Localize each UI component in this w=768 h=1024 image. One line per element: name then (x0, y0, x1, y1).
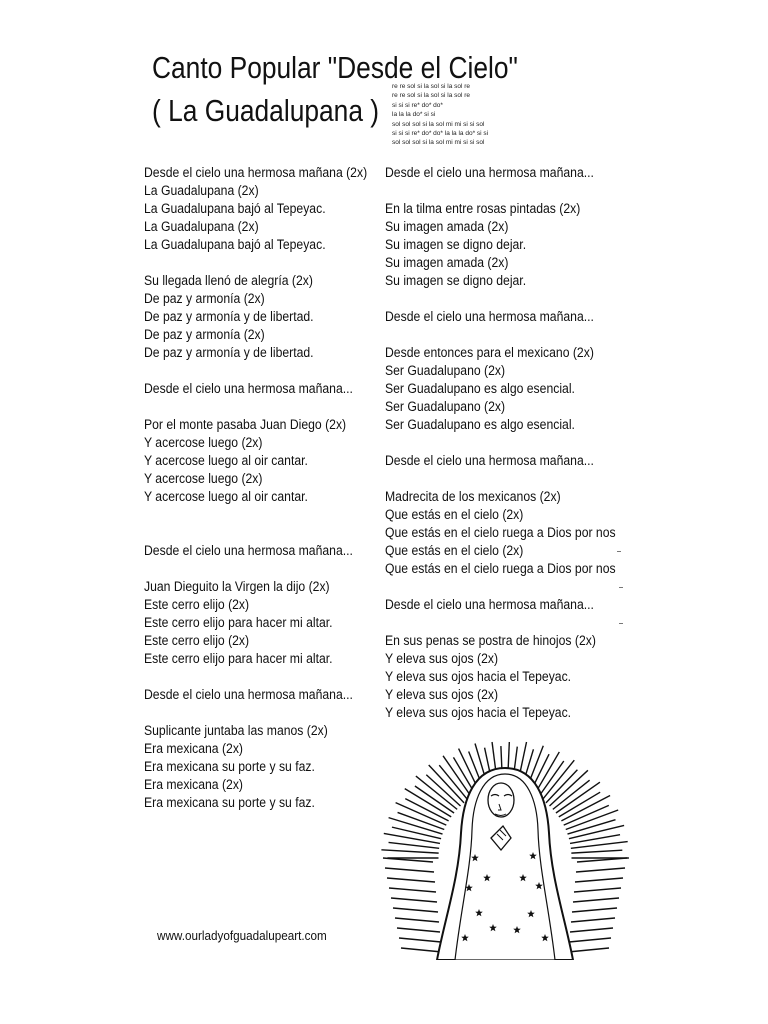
lyric-line: Su imagen amada (2x) (385, 255, 509, 271)
lyric-line: Su imagen se digno dejar. (385, 237, 527, 253)
lyric-line: Desde el cielo una hermosa mañana... (385, 597, 594, 613)
lyric-line: De paz y armonía y de libertad. (144, 309, 314, 325)
guadalupe-icon (375, 738, 635, 960)
lyric-line: De paz y armonía y de libertad. (144, 345, 314, 361)
lyric-line: Desde el cielo una hermosa mañana... (144, 381, 353, 397)
lyric-line: En sus penas se postra de hinojos (2x) (385, 633, 596, 649)
stanza (144, 416, 367, 506)
lyric-line: Desde entonces para el mexicano (2x) (385, 345, 594, 361)
notes-line: re re sol si la sol si la sol re (392, 92, 471, 100)
stanza (385, 632, 616, 722)
notes-line: si si si re* do* do* (392, 101, 443, 109)
lyric-line: Desde el cielo una hermosa mañana... (144, 543, 353, 559)
lyric-line: Este cerro elijo (2x) (144, 597, 250, 613)
stanza (144, 578, 367, 668)
stanza (144, 686, 367, 704)
lyric-line: Que estás en el cielo (2x) (385, 543, 524, 559)
lyric-line: Este cerro elijo para hacer mi altar. (144, 615, 333, 631)
stanza (144, 164, 367, 254)
stanza (385, 200, 616, 290)
stanza (385, 488, 616, 578)
lyric-line: Suplicante juntaba las manos (2x) (144, 723, 328, 739)
lyric-line: La Guadalupana bajó al Tepeyac. (144, 237, 326, 253)
lyric-line: Que estás en el cielo ruega a Dios por nos (385, 525, 616, 541)
notes-line: la la la do* si si (392, 111, 436, 119)
stanza (144, 542, 367, 560)
lyric-line: Madrecita de los mexicanos (2x) (385, 489, 561, 505)
lyric-line: Ser Guadalupano (2x) (385, 363, 506, 379)
lyric-line: Y eleva sus ojos hacia el Tepeyac. (385, 669, 572, 685)
lyric-line: Y acercose luego (2x) (144, 435, 263, 451)
song-subtitle: ( La Guadalupana ) (152, 93, 380, 128)
lyric-line: Desde el cielo una hermosa mañana... (385, 453, 594, 469)
lyric-line: Era mexicana su porte y su faz. (144, 795, 315, 811)
lyric-line: Juan Dieguito la Virgen la dijo (2x) (144, 579, 330, 595)
lyric-line: Su llegada llenó de alegría (2x) (144, 273, 313, 289)
lyrics-column-left (144, 164, 367, 830)
song-title: Canto Popular "Desde el Cielo" (152, 50, 518, 85)
lyric-line: Ser Guadalupano es algo esencial. (385, 381, 575, 397)
lyric-line: Este cerro elijo (2x) (144, 633, 250, 649)
lyric-line: La Guadalupana bajó al Tepeyac. (144, 201, 326, 217)
stanza (385, 596, 616, 614)
stanza (144, 272, 367, 362)
lyric-line: En la tilma entre rosas pintadas (2x) (385, 201, 581, 217)
lyric-line: Ser Guadalupano es algo esencial. (385, 417, 575, 433)
lyric-line: Que estás en el cielo ruega a Dios por nos (385, 561, 616, 577)
lyric-line: Desde el cielo una hermosa mañana... (144, 687, 353, 703)
lyrics-column-right (385, 164, 616, 740)
lyric-line: La Guadalupana (2x) (144, 183, 259, 199)
lyric-line: La Guadalupana (2x) (144, 219, 259, 235)
stanza (385, 344, 616, 434)
lyric-line: Por el monte pasaba Juan Diego (2x) (144, 417, 347, 433)
website-url: www.ourladyofguadalupeart.com (157, 928, 327, 943)
lyric-line: Y eleva sus ojos (2x) (385, 651, 499, 667)
musical-notes (392, 82, 488, 148)
stanza (144, 380, 367, 398)
lyric-line: Desde el cielo una hermosa mañana... (385, 165, 594, 181)
lyric-line: Era mexicana su porte y su faz. (144, 759, 315, 775)
stanza (385, 452, 616, 470)
stanza (385, 308, 616, 326)
notes-line: re re sol si la sol si la sol re (392, 83, 471, 90)
lyric-line: Y acercose luego al oir cantar. (144, 453, 308, 469)
lyric-line: De paz y armonía (2x) (144, 327, 265, 343)
lyric-line: Desde el cielo una hermosa mañana (2x) (144, 165, 368, 181)
notes-line: si si si re* do* do* la la la do* si si (392, 130, 489, 138)
lyric-line: Era mexicana (2x) (144, 777, 244, 793)
lyric-line: Ser Guadalupano (2x) (385, 399, 506, 415)
virgin-of-guadalupe-illustration (375, 738, 635, 960)
notes-line: sol sol sol si la sol mi mi si si sol (392, 120, 485, 128)
lyric-line: De paz y armonía (2x) (144, 291, 265, 307)
lyric-line: Y acercose luego al oir cantar. (144, 489, 308, 505)
stanza (144, 722, 367, 812)
lyric-line: Su imagen se digno dejar. (385, 273, 527, 289)
lyric-line: Que estás en el cielo (2x) (385, 507, 524, 523)
lyric-line: Su imagen amada (2x) (385, 219, 509, 235)
stanza (385, 164, 616, 182)
lyric-line: Y eleva sus ojos (2x) (385, 687, 499, 703)
lyric-line: Y acercose luego (2x) (144, 471, 263, 487)
lyric-line: Desde el cielo una hermosa mañana... (385, 309, 594, 325)
lyric-line: Era mexicana (2x) (144, 741, 244, 757)
lyric-line: Este cerro elijo para hacer mi altar. (144, 651, 333, 667)
lyric-line: Y eleva sus ojos hacia el Tepeyac. (385, 705, 572, 721)
notes-line: sol sol sol si la sol mi mi si si sol (392, 139, 485, 147)
